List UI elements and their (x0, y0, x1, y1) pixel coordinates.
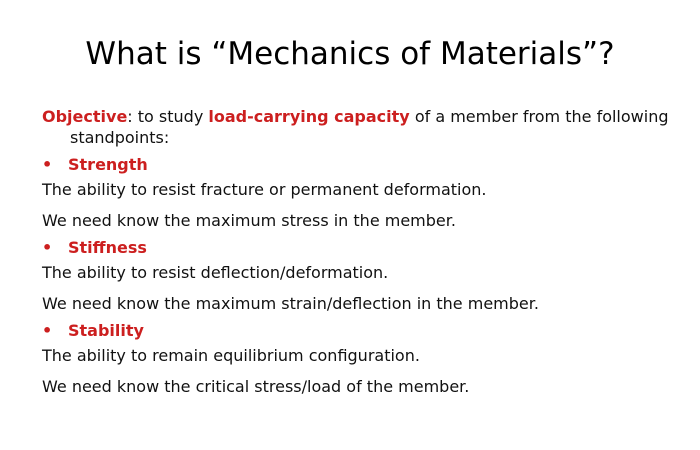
section-heading-stability (42, 320, 682, 341)
section-heading-strength (42, 154, 682, 175)
section-heading-stiffness (42, 237, 682, 258)
strength-line-1: The ability to resist fracture or permanent deformation. (42, 180, 487, 199)
stability-line-1: The ability to remain equilibrium configuration. (42, 346, 420, 365)
stability-line-2: We need know the critical stress/load of the member. (42, 377, 470, 396)
objective-text-after: of a member from the following standpoints: (70, 107, 669, 147)
stiffness-line-1: The ability to resist deflection/deformation. (42, 263, 389, 282)
objective-highlight: load-carrying capacity (208, 107, 410, 126)
stiffness-line-2: We need know the maximum strain/deflection in the member. (42, 294, 539, 313)
slide-body (42, 106, 682, 397)
objective-label: Objective (42, 107, 128, 126)
objective-paragraph (42, 106, 682, 148)
bullet-icon: • (42, 155, 53, 174)
bullet-icon: • (42, 321, 53, 340)
bullet-icon: • (42, 238, 53, 257)
strength-line-2: We need know the maximum stress in the member. (42, 211, 456, 230)
heading-stability: Stability (68, 321, 144, 340)
slide-title: What is “Mechanics of Materials”? (85, 36, 615, 72)
objective-text-before: : to study (127, 107, 209, 126)
heading-stiffness: Stiffness (68, 238, 147, 257)
heading-strength: Strength (68, 155, 148, 174)
